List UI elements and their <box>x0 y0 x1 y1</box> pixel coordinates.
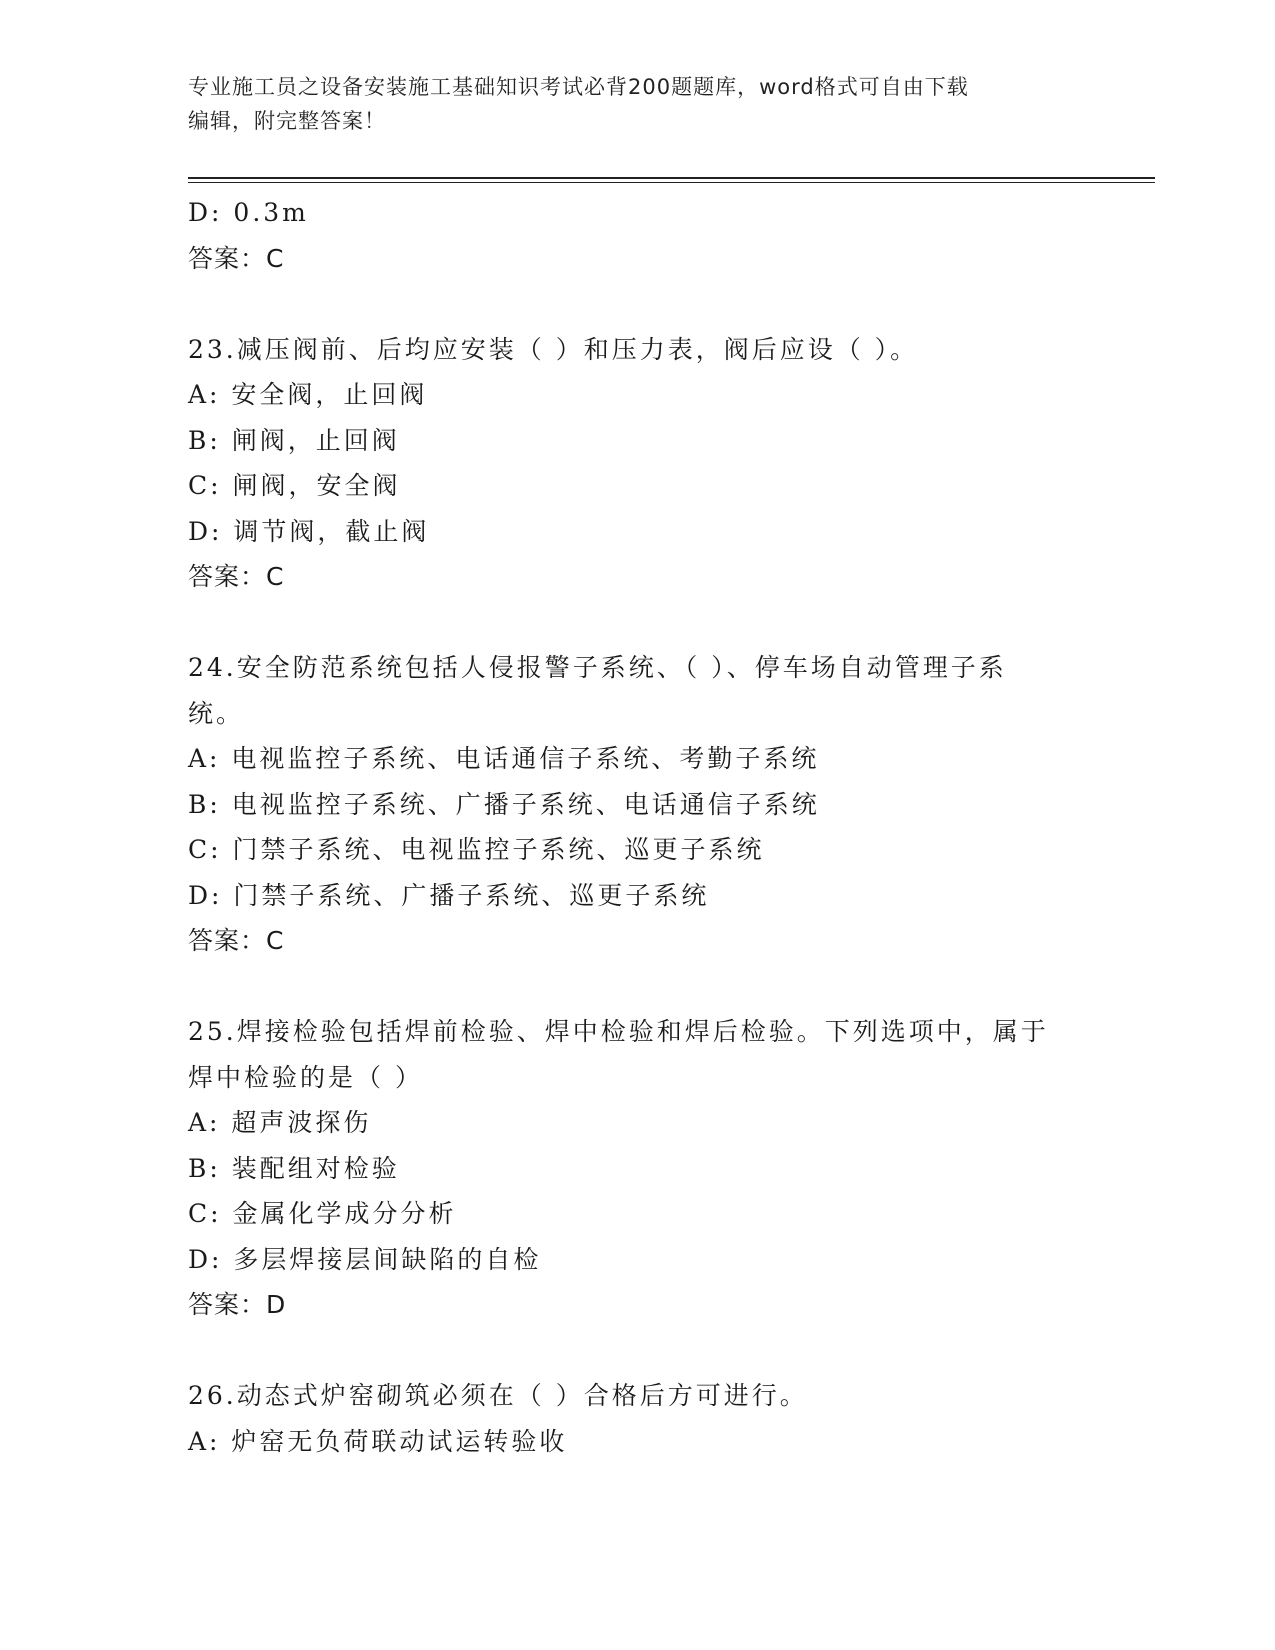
option-d: D: 0.3m <box>188 198 309 227</box>
question-stem-line-2: 统。 <box>188 698 245 728</box>
spacer <box>188 1328 1088 1374</box>
question-25 <box>188 1009 1088 1328</box>
question-stem-line-1: 24.安全防范系统包括人侵报警子系统、（ ）、停车场自动管理子系 <box>188 653 1007 682</box>
option-d: D: 门禁子系统、广播子系统、巡更子系统 <box>188 880 710 910</box>
header-line-1: 专业施工员之设备安装施工基础知识考试必背200题题库，word格式可自由下载 <box>188 75 969 99</box>
answer-line: 答案：C <box>188 562 285 591</box>
option-c: C: 门禁子系统、电视监控子系统、巡更子系统 <box>188 835 765 864</box>
option-b: B: 电视监控子系统、广播子系统、电话通信子系统 <box>188 789 820 819</box>
option-c: C: 闸阀，安全阀 <box>188 471 401 500</box>
question-stem-line-1: 25.焊接检验包括焊前检验、焊中检验和焊后检验。下列选项中，属于 <box>188 1017 1049 1046</box>
option-b: B: 闸阀，止回阀 <box>188 425 400 455</box>
question-24 <box>188 645 1088 964</box>
option-a: A: 电视监控子系统、电话通信子系统、考勤子系统 <box>188 744 820 773</box>
spacer <box>188 964 1088 1010</box>
question-stem-line-2: 焊中检验的是（ ） <box>188 1062 423 1092</box>
header-line-2: 编辑，附完整答案！ <box>188 109 386 133</box>
header-rule-thin <box>188 182 1155 183</box>
question-stem: 26.动态式炉窑砌筑必须在（ ）合格后方可进行。 <box>188 1381 808 1410</box>
option-d: D: 多层焊接层间缺陷的自检 <box>188 1244 542 1274</box>
option-b: B: 装配组对检验 <box>188 1153 400 1183</box>
page-header <box>188 70 1088 138</box>
question-stem: 23.减压阀前、后均应安装（ ）和压力表，阀后应设（ ）。 <box>188 334 919 364</box>
question-23 <box>188 327 1088 600</box>
answer-line: 答案：C <box>188 243 285 273</box>
option-c: C: 金属化学成分分析 <box>188 1199 457 1228</box>
answer-line: 答案：C <box>188 926 285 955</box>
header-rule-thick <box>188 177 1155 179</box>
option-a: A: 炉窑无负荷联动试运转验收 <box>188 1426 568 1456</box>
spacer <box>188 600 1088 646</box>
question-list <box>188 190 1088 1464</box>
spacer <box>188 281 1088 327</box>
option-a: A: 超声波探伤 <box>188 1108 372 1137</box>
option-d: D: 调节阀，截止阀 <box>188 516 430 546</box>
option-a: A: 安全阀，止回阀 <box>188 380 428 409</box>
answer-line: 答案：D <box>188 1290 287 1319</box>
question-26 <box>188 1373 1088 1464</box>
